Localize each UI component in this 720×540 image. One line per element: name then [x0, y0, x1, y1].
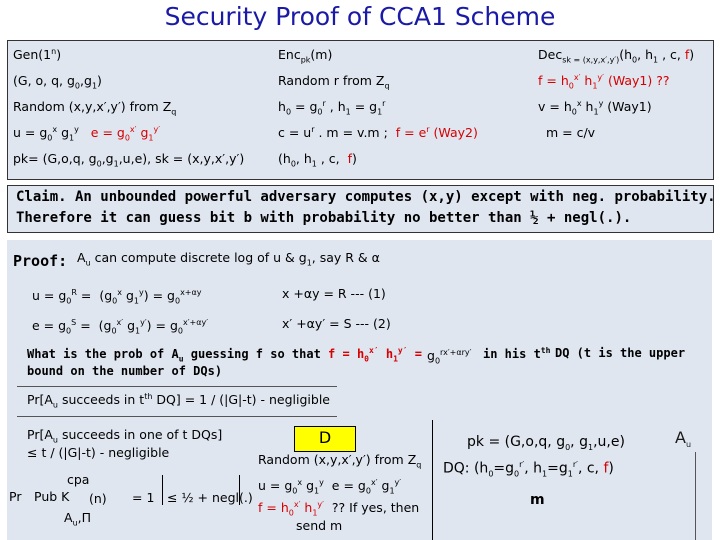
random-r: Random r from $Z_q$: [278, 73, 390, 91]
au-right-line: [695, 452, 696, 540]
m-text: m: [530, 492, 545, 508]
v-value: $v = h_0^x$ $h_1^y$ (Way1): [538, 99, 652, 117]
claim-line2: Therefore it can guess bit b with probability no better than ½ + negl(.).: [16, 210, 632, 226]
d-send: send m: [296, 518, 343, 533]
m-decrypt: m = c/v: [546, 125, 596, 140]
question-formula2: $g_0^{rx'+\alpha ry'}$: [427, 348, 472, 366]
dec-header: $Dec_{sk = (x,y,x',y')}(h_0$, $h_1$ , c, f): [538, 47, 695, 65]
question-part2: in his $t^{th}$: [483, 346, 551, 361]
enc-header: Enc$_{pk}$(m): [278, 47, 333, 65]
gen-header: Gen(1$^n$): [13, 47, 62, 63]
claim-line1: Claim. An unbounded powerful adversary computes (x,y) except with neg. probability.: [16, 189, 716, 205]
au-label: $A_u$: [675, 428, 692, 450]
pr-tth: $Pr[A_u$ succeeds in $t^{th}$ DQ] = 1 / (|G|-t) - negligible: [27, 392, 330, 410]
ciphertext: $c = u^r$ . m = v.m ; $f = e^r$ (Way2): [278, 125, 478, 141]
proof-area: [7, 240, 712, 540]
u-e-values: $u = g_0^x$ $g_1^y$ $e = g_0^{x'}$ $g_1^{y'}$: [13, 125, 161, 143]
eq1-right: x +αy = R --- (1): [282, 286, 386, 301]
au-pi: $A_u,\Pi$: [64, 510, 92, 528]
le-half: ≤ ½ + negl(.): [167, 490, 253, 505]
d-label: D: [318, 428, 332, 447]
pr-label: Pr: [9, 489, 22, 504]
proof-intro: $A_u$ can compute discrete log of u & $g_1$, say R & α: [77, 250, 380, 268]
question-part3: DQ (t is the upper: [555, 346, 686, 360]
group-params: (G, o, q, $g_0,g_1$): [13, 73, 102, 91]
scheme-table: [7, 40, 714, 180]
d-separator: [432, 420, 433, 540]
question-line2: bound on the number of DQs): [27, 364, 223, 378]
pubk-label: Pub K: [34, 489, 70, 504]
key-pair: pk= (G,o,q, $g_0,g_1,u,e$), sk = (x,y,x′,y′): [13, 151, 245, 169]
distinguisher-box: [294, 426, 356, 452]
pr-bracket-left: [162, 475, 163, 505]
slide-title: Security Proof of CCA1 Scheme: [164, 2, 556, 31]
pr-one-of-t: $Pr[A_u$ succeeds in one of t DQs]: [27, 427, 223, 445]
f-check: $f = h_0^{x'}$ $h_1^{y'}$ (Way1) ??: [538, 73, 670, 91]
pk-text: pk = (G,o,q, $g_0$, $g_1,u,e$): [467, 434, 625, 452]
pr-bound: ≤ t / (|G|-t) - negligible: [27, 445, 170, 460]
cpa-label: cpa: [67, 472, 90, 487]
eq2-left: $e = g_0^S = (g_0^{x'}$ $g_1^{y'}) = g_0^{x'+\alpha y'}$: [32, 318, 209, 336]
h-values: $h_0 = g_0^r$ , $h_1 = g_1^r$: [278, 99, 386, 117]
divider-1: [17, 386, 337, 387]
d-f: $f = h_0^{x'}$ $h_1^{y'}$ ?? If yes, then: [258, 500, 420, 518]
pr-bracket-right: [239, 475, 240, 505]
eq2-right: x′ +αy′ = S --- (2): [282, 316, 391, 331]
proof-label: Proof:: [13, 252, 68, 270]
cipher-tuple: ($h_0$, $h_1$ , c, f): [278, 151, 357, 169]
question-line1: What is the prob of $A_u$ guessing f so that $f = h_0^{x'}$ $h_1^{y'}$ =: [27, 346, 423, 364]
n-arg: (n): [89, 491, 107, 506]
random-keys: Random (x,y,x′,y′) from $Z_q$: [13, 99, 177, 117]
dq-text: DQ: ($h_0=g_0^{r'}$, $h_1=g_1^{r'}$, c, f): [443, 460, 614, 479]
eq1-left: $u = g_0^R = (g_0^x$ $g_1^y) = g_0^{x+\alpha y}$: [32, 288, 202, 306]
divider-2: [17, 416, 337, 417]
d-ue: $u = g_0^x$ $g_1^y$ $e = g_0^{x'}$ $g_1^{y'}$: [258, 478, 402, 496]
claim-box: [7, 185, 714, 233]
d-random: Random (x,y,x′,y′) from $Z_q$: [258, 452, 422, 470]
eq-one: = 1: [132, 490, 155, 505]
